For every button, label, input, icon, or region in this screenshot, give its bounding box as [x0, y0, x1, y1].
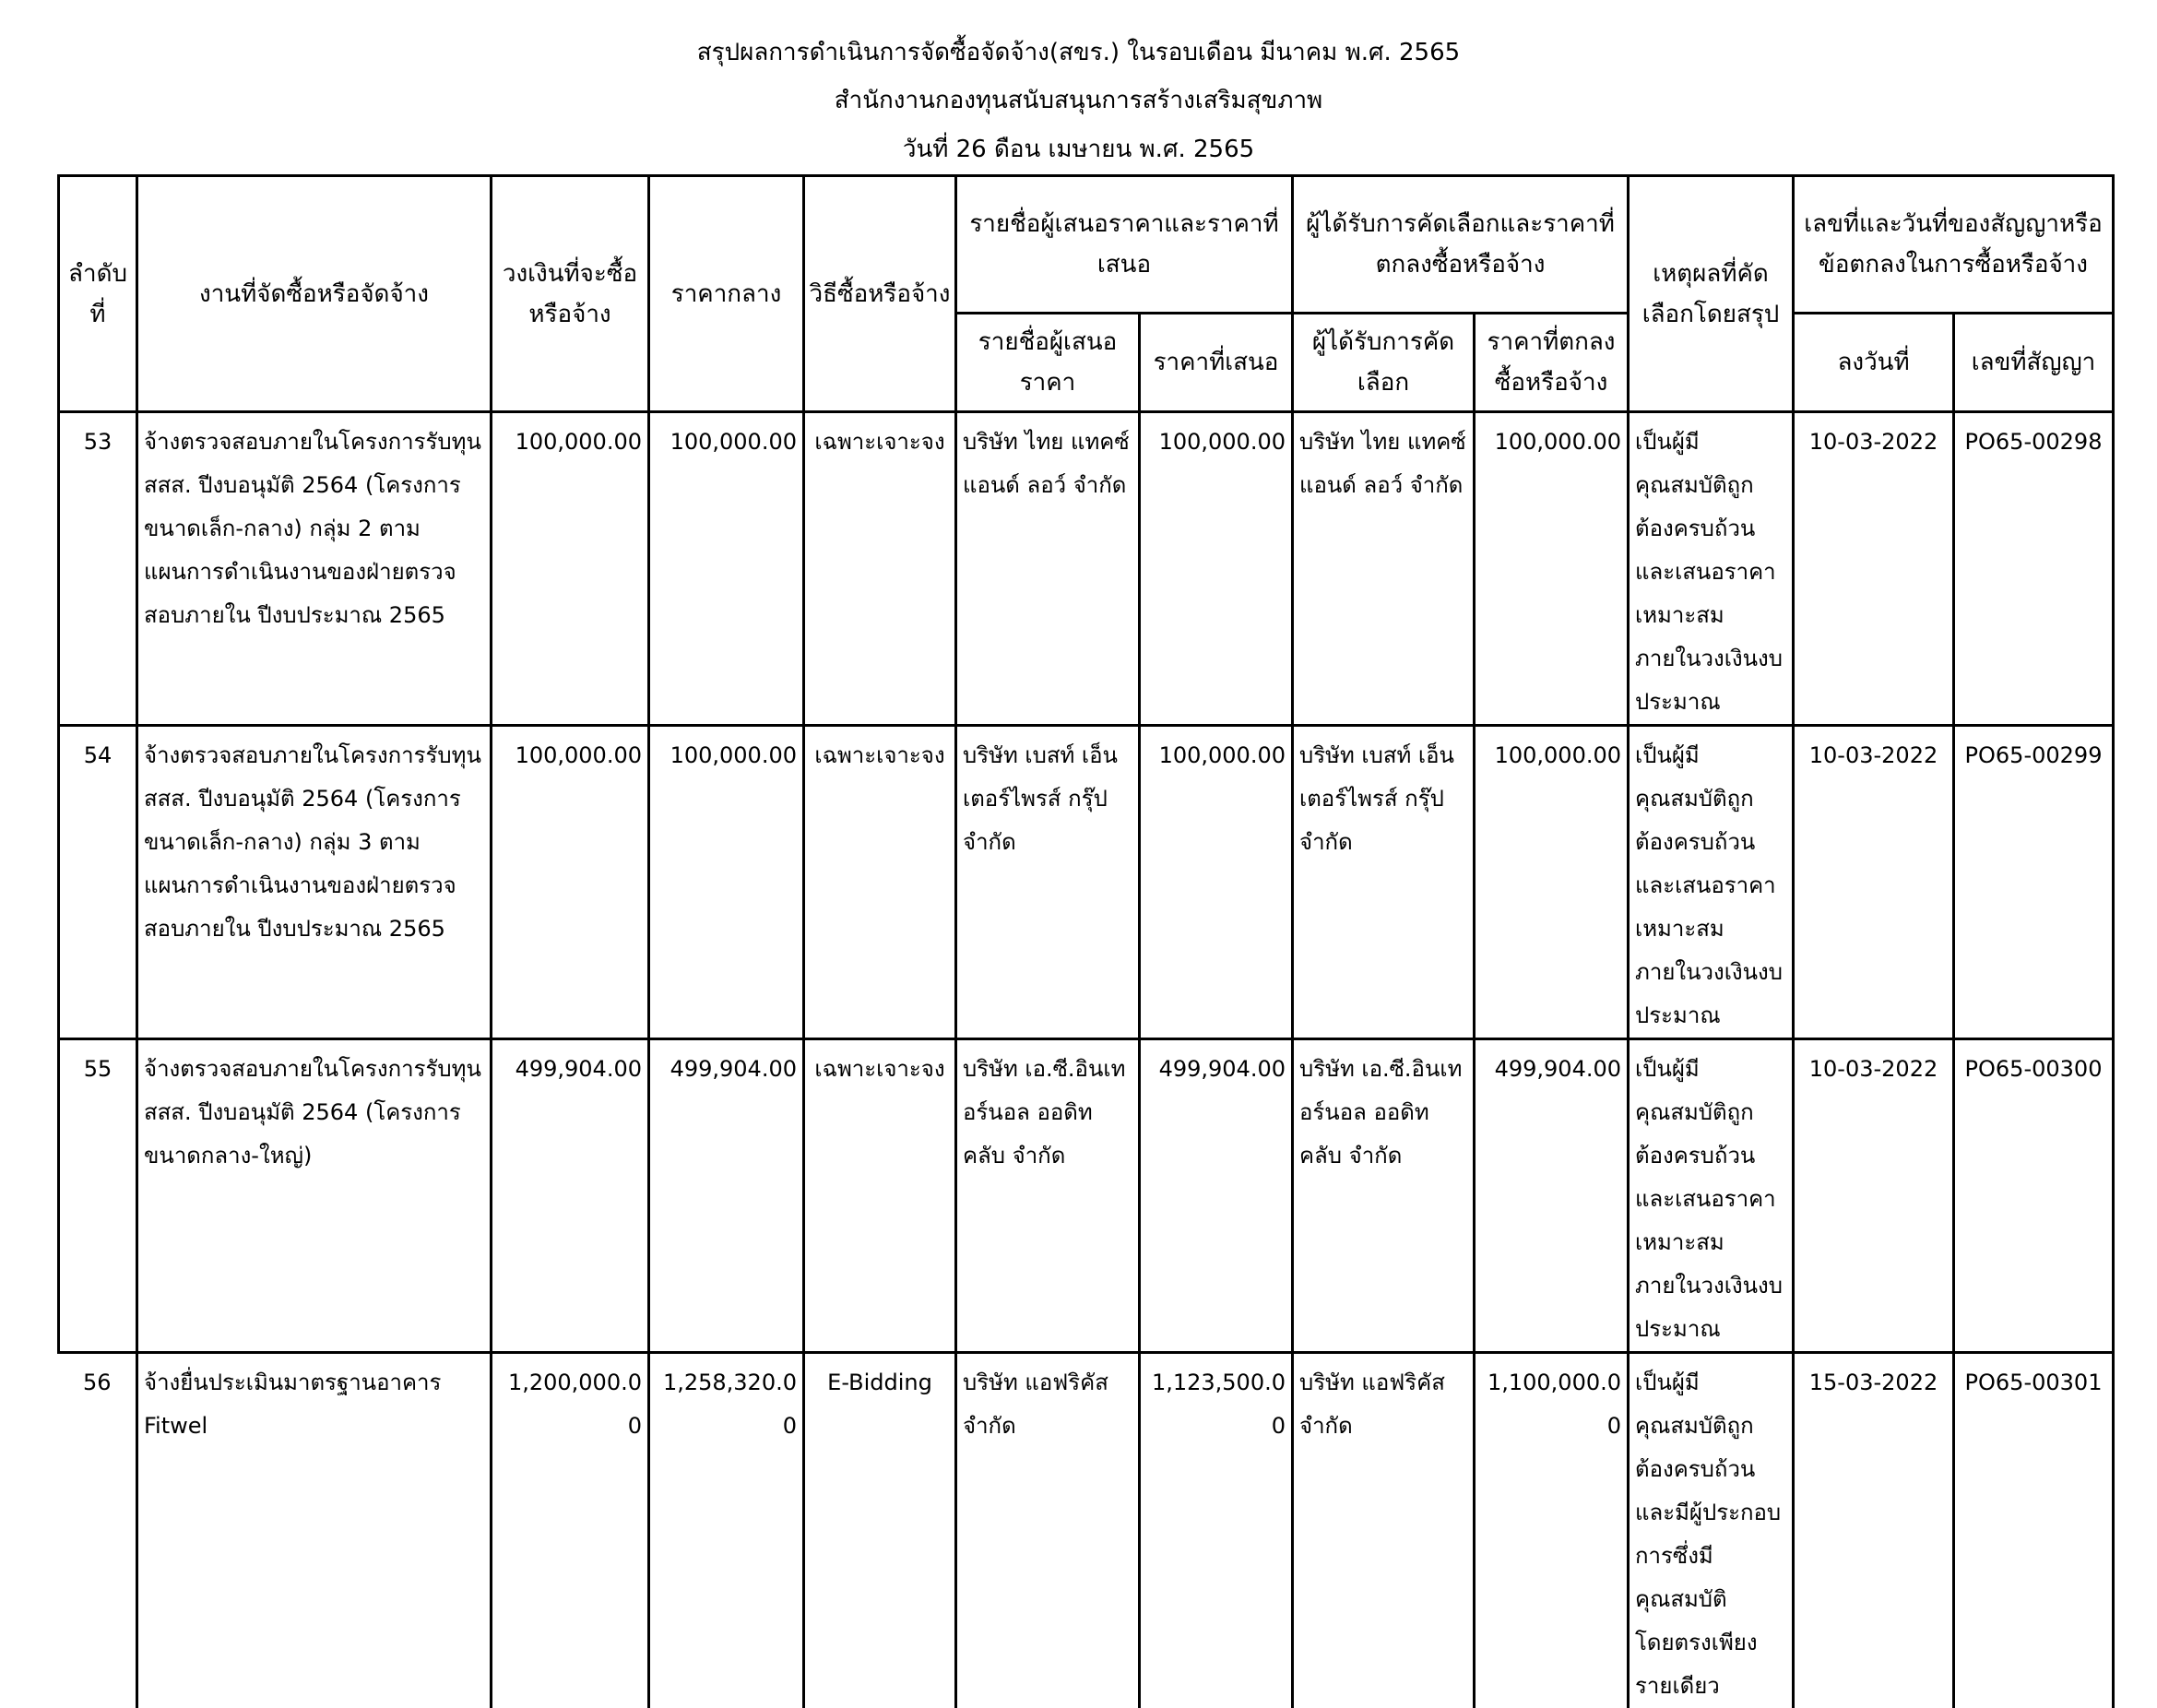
method-cell: เฉพาะเจาะจง	[804, 412, 956, 726]
seq-cell: 53	[59, 412, 137, 726]
seq-cell: 54	[59, 726, 137, 1039]
agreed-price-cell: 100,000.00	[1475, 726, 1629, 1039]
selected-cell: บริษัท ไทย แทคซ์ แอนด์ ลอว์ จำกัด	[1293, 412, 1475, 726]
median-price-cell: 100,000.00	[649, 412, 804, 726]
method-cell: เฉพาะเจาะจง	[804, 1039, 956, 1353]
header-contract-group: เลขที่และวันที่ของสัญญาหรือข้อตกลงในการซื้อหรือจ้าง	[1794, 176, 2114, 314]
table-row	[59, 726, 2114, 1039]
seq-cell: 55	[59, 1039, 137, 1353]
bid-price-cell: 100,000.00	[1140, 412, 1293, 726]
header-selected-group: ผู้ได้รับการคัดเลือกและราคาที่ตกลงซื้อหรือจ้าง	[1293, 176, 1629, 314]
contract-no-cell: PO65-00298	[1954, 412, 2114, 726]
header-bidder-name: รายชื่อผู้เสนอราคา	[956, 314, 1140, 412]
reason-cell: เป็นผู้มีคุณสมบัติถูกต้องครบถ้วนและเสนอราคาเหมาะสมภายในวงเงินงบประมาณ	[1629, 726, 1794, 1039]
work-cell: จ้างตรวจสอบภายในโครงการรับทุน สสส. ปีงบอนุมัติ 2564 (โครงการขนาดกลาง-ใหญ่)	[137, 1039, 492, 1353]
budget-cell: 100,000.00	[492, 412, 649, 726]
header-budget: วงเงินที่จะซื้อหรือจ้าง	[492, 176, 649, 412]
agreed-price-cell: 1,100,000.00	[1475, 1353, 1629, 1708]
header-contract-no: เลขที่สัญญา	[1954, 314, 2114, 412]
bidder-cell: บริษัท เอ.ซี.อินเทอร์นอล ออดิท คลับ จำกัด	[956, 1039, 1140, 1353]
bid-price-cell: 499,904.00	[1140, 1039, 1293, 1353]
header-bidders-group: รายชื่อผู้เสนอราคาและราคาที่เสนอ	[956, 176, 1293, 314]
date-cell: 15-03-2022	[1794, 1353, 1954, 1708]
date-cell: 10-03-2022	[1794, 1039, 1954, 1353]
procurement-table	[57, 174, 2115, 1708]
header-work: งานที่จัดซื้อหรือจัดจ้าง	[137, 176, 492, 412]
date-cell: 10-03-2022	[1794, 726, 1954, 1039]
budget-cell: 100,000.00	[492, 726, 649, 1039]
bidder-cell: บริษัท เบสท์ เอ็นเตอร์ไพรส์ กรุ๊ป จำกัด	[956, 726, 1140, 1039]
header-reason: เหตุผลที่คัดเลือกโดยสรุป	[1629, 176, 1794, 412]
work-cell: จ้างตรวจสอบภายในโครงการรับทุน สสส. ปีงบอนุมัติ 2564 (โครงการขนาดเล็ก-กลาง) กลุ่ม 3 ตามแผนการดำเนินงานของฝ่ายตรวจสอบภายใน ปีงบประมาณ 2565	[137, 726, 492, 1039]
agreed-price-cell: 499,904.00	[1475, 1039, 1629, 1353]
method-cell: E-Bidding	[804, 1353, 956, 1708]
agreed-price-cell: 100,000.00	[1475, 412, 1629, 726]
header-median-price: ราคากลาง	[649, 176, 804, 412]
seq-cell: 56	[59, 1353, 137, 1708]
contract-no-cell: PO65-00299	[1954, 726, 2114, 1039]
table-row	[59, 412, 2114, 726]
median-price-cell: 100,000.00	[649, 726, 804, 1039]
header-date: ลงวันที่	[1794, 314, 1954, 412]
reason-cell: เป็นผู้มีคุณสมบัติถูกต้องครบถ้วนและเสนอราคาเหมาะสมภายในวงเงินงบประมาณ	[1629, 1039, 1794, 1353]
table-row	[59, 1039, 2114, 1353]
bid-price-cell: 1,123,500.00	[1140, 1353, 1293, 1708]
median-price-cell: 1,258,320.00	[649, 1353, 804, 1708]
document-date: วันที่ 26 ดือน เมษายน พ.ศ. 2565	[0, 132, 2157, 167]
budget-cell: 1,200,000.00	[492, 1353, 649, 1708]
header-bid-price: ราคาที่เสนอ	[1140, 314, 1293, 412]
header-method: วิธีซื้อหรือจ้าง	[804, 176, 956, 412]
selected-cell: บริษัท เอ.ซี.อินเทอร์นอล ออดิท คลับ จำกัด	[1293, 1039, 1475, 1353]
header-selected-name: ผู้ได้รับการคัดเลือก	[1293, 314, 1475, 412]
bidder-cell: บริษัท ไทย แทคซ์ แอนด์ ลอว์ จำกัด	[956, 412, 1140, 726]
median-price-cell: 499,904.00	[649, 1039, 804, 1353]
selected-cell: บริษัท แอฟริคัส จำกัด	[1293, 1353, 1475, 1708]
header-seq: ลำดับที่	[59, 176, 137, 412]
work-cell: จ้างตรวจสอบภายในโครงการรับทุน สสส. ปีงบอนุมัติ 2564 (โครงการขนาดเล็ก-กลาง) กลุ่ม 2 ตามแผนการดำเนินงานของฝ่ายตรวจสอบภายใน ปีงบประมาณ 2565	[137, 412, 492, 726]
document-title: สรุปผลการดำเนินการจัดซื้อจัดจ้าง(สขร.) ในรอบเดือน มีนาคม พ.ศ. 2565	[0, 35, 2157, 70]
contract-no-cell: PO65-00301	[1954, 1353, 2114, 1708]
selected-cell: บริษัท เบสท์ เอ็นเตอร์ไพรส์ กรุ๊ป จำกัด	[1293, 726, 1475, 1039]
budget-cell: 499,904.00	[492, 1039, 649, 1353]
organization-name: สำนักงานกองทุนสนับสนุนการสร้างเสริมสุขภาพ	[0, 83, 2157, 118]
contract-no-cell: PO65-00300	[1954, 1039, 2114, 1353]
method-cell: เฉพาะเจาะจง	[804, 726, 956, 1039]
work-cell: จ้างยื่นประเมินมาตรฐานอาคาร Fitwel	[137, 1353, 492, 1708]
date-cell: 10-03-2022	[1794, 412, 1954, 726]
reason-cell: เป็นผู้มีคุณสมบัติถูกต้องครบถ้วนและเสนอราคาเหมาะสมภายในวงเงินงบประมาณ	[1629, 412, 1794, 726]
table-row	[59, 1353, 2114, 1708]
reason-cell: เป็นผู้มีคุณสมบัติถูกต้องครบถ้วนและมีผู้ประกอบการซึ่งมีคุณสมบัติโดยตรงเพียงรายเดียว	[1629, 1353, 1794, 1708]
header-agreed-price: ราคาที่ตกลงซื้อหรือจ้าง	[1475, 314, 1629, 412]
bid-price-cell: 100,000.00	[1140, 726, 1293, 1039]
bidder-cell: บริษัท แอฟริคัส จำกัด	[956, 1353, 1140, 1708]
